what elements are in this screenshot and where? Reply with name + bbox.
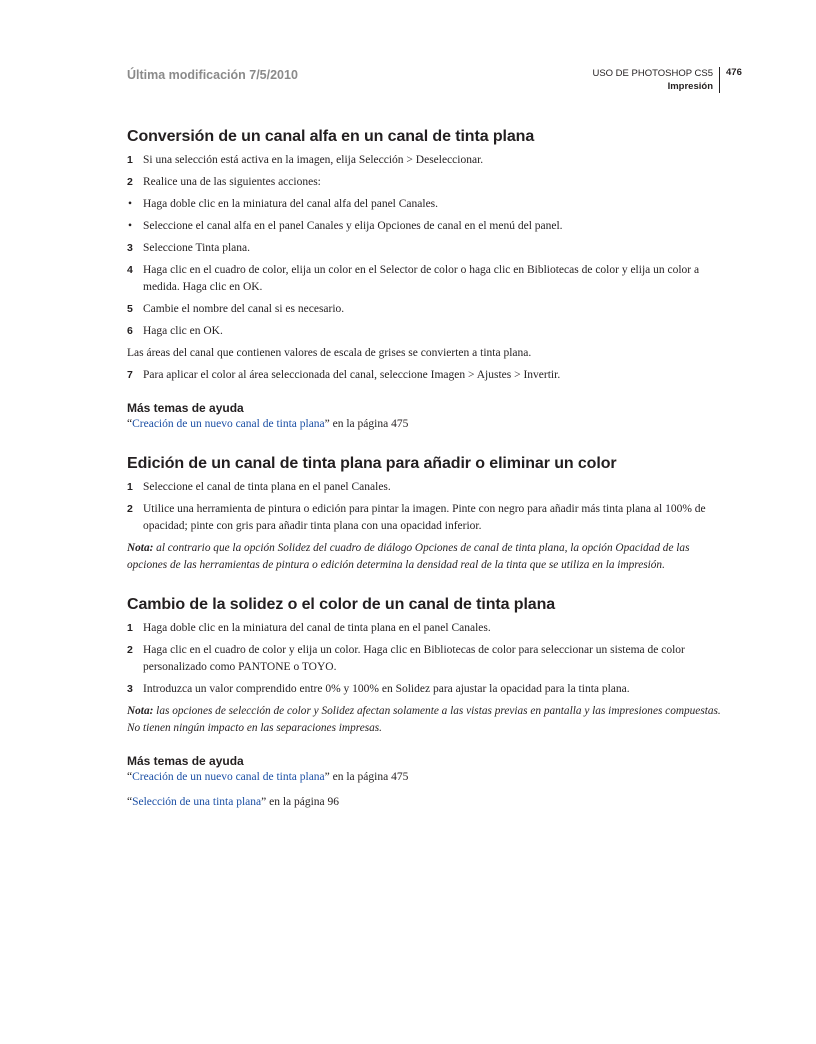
section-title: Cambio de la solidez o el color de un canal de tinta plana <box>127 596 556 613</box>
page-content <box>127 128 721 815</box>
help-link[interactable]: Selección de una tinta plana <box>132 796 262 808</box>
step-item <box>127 479 721 496</box>
step-text: Seleccione Tinta plana. <box>143 242 250 254</box>
step-text: Si una selección está activa en la imagen, elija Selección > Deseleccionar. <box>143 154 484 166</box>
last-modified: Última modificación 7/5/2010 <box>127 68 298 82</box>
step-text: Introduzca un valor comprendido entre 0% y 100% en Solidez para ajustar la opacidad para la tinta plana. <box>143 683 630 695</box>
page-reference: ” en la página 475 <box>324 418 409 430</box>
page-reference: ” en la página 475 <box>324 771 409 783</box>
note-label: Nota: <box>127 542 154 554</box>
note-text: al contrario que la opción Solidez del cuadro de diálogo Opciones de canal de tinta plana, la opción Opacidad de las opciones de las herramientas de pintura o edición determina la densidad real de la tinta que se utiliza en la impresión. <box>127 542 690 571</box>
step-text: Haga clic en el cuadro de color y elija un color. Haga clic en Bibliotecas de color para seleccionar un sistema de color personalizado como PANTONE o TOYO. <box>143 644 685 673</box>
running-header <box>592 67 720 93</box>
step-number: 6 <box>127 325 133 337</box>
section-convert-alpha <box>127 128 721 433</box>
step-number: 1 <box>127 154 133 166</box>
step-item <box>127 681 721 698</box>
page-number: 476 <box>726 67 742 78</box>
help-reference <box>127 416 721 433</box>
step-item <box>127 152 721 169</box>
step-item <box>127 620 721 637</box>
step-number: 1 <box>127 622 133 634</box>
help-topics-heading: Más temas de ayuda <box>127 754 244 768</box>
section-title: Conversión de un canal alfa en un canal de tinta plana <box>127 128 535 145</box>
step-number: 4 <box>127 264 133 276</box>
help-reference <box>127 794 721 811</box>
step-text: Para aplicar el color al área seleccionada del canal, seleccione Imagen > Ajustes > Invertir. <box>143 369 561 381</box>
step-item <box>127 262 721 296</box>
step-number: 3 <box>127 683 133 695</box>
step-item <box>127 501 721 535</box>
page-reference: ” en la página 96 <box>261 796 340 808</box>
book-title: USO DE PHOTOSHOP CS5 <box>592 68 713 79</box>
section-title: Edición de un canal de tinta plana para añadir o eliminar un color <box>127 455 617 472</box>
help-reference <box>127 769 721 786</box>
bullet-item <box>127 196 721 213</box>
chapter-title: Impresión <box>667 81 713 92</box>
help-link[interactable]: Creación de un nuevo canal de tinta plana <box>132 771 325 783</box>
step-item <box>127 642 721 676</box>
note-label: Nota: <box>127 705 154 717</box>
step-item <box>127 301 721 318</box>
note <box>127 540 721 574</box>
step-number: 2 <box>127 644 133 656</box>
bullet-icon: • <box>128 198 133 210</box>
step-text: Seleccione el canal de tinta plana en el panel Canales. <box>143 481 391 493</box>
step-text: Haga doble clic en la miniatura del canal de tinta plana en el panel Canales. <box>143 622 491 634</box>
step-number: 1 <box>127 481 133 493</box>
note <box>127 703 721 737</box>
bullet-text: Seleccione el canal alfa en el panel Canales y elija Opciones de canal en el menú del panel. <box>143 220 563 232</box>
step-text: Utilice una herramienta de pintura o edición para pintar la imagen. Pinte con negro para añadir más tinta plana al 100% de opacidad; pinte con gris para añadir tinta plana con una opacidad inferior. <box>143 503 706 532</box>
step-item <box>127 367 721 384</box>
step-item <box>127 174 721 191</box>
step-number: 5 <box>127 303 133 315</box>
step-number: 2 <box>127 176 133 188</box>
open-quote: “ <box>127 796 133 808</box>
body-paragraph: Las áreas del canal que contienen valores de escala de grises se convierten a tinta plana. <box>127 347 532 359</box>
step-number: 3 <box>127 242 133 254</box>
open-quote: “ <box>127 771 133 783</box>
section-edit-spot-channel <box>127 455 721 574</box>
note-text: las opciones de selección de color y Solidez afectan solamente a las vistas previas en pantalla y las impresiones compuestas. No tienen ningún impacto en las separaciones impresas. <box>127 705 721 734</box>
open-quote: “ <box>127 418 133 430</box>
help-topics-heading: Más temas de ayuda <box>127 401 244 415</box>
step-text: Realice una de las siguientes acciones: <box>143 176 321 188</box>
step-number: 7 <box>127 369 133 381</box>
bullet-icon: • <box>128 220 133 232</box>
step-text: Haga clic en OK. <box>143 325 223 337</box>
bullet-item <box>127 218 721 235</box>
step-text: Haga clic en el cuadro de color, elija un color en el Selector de color o haga clic en Bibliotecas de color y elija un color a medida. Haga clic en OK. <box>143 264 700 293</box>
step-item <box>127 240 721 257</box>
step-text: Cambie el nombre del canal si es necesario. <box>143 303 345 315</box>
step-item <box>127 323 721 340</box>
help-link[interactable]: Creación de un nuevo canal de tinta plana <box>132 418 325 430</box>
section-change-solidity <box>127 596 721 811</box>
step-number: 2 <box>127 503 133 515</box>
bullet-text: Haga doble clic en la miniatura del canal alfa del panel Canales. <box>143 198 439 210</box>
